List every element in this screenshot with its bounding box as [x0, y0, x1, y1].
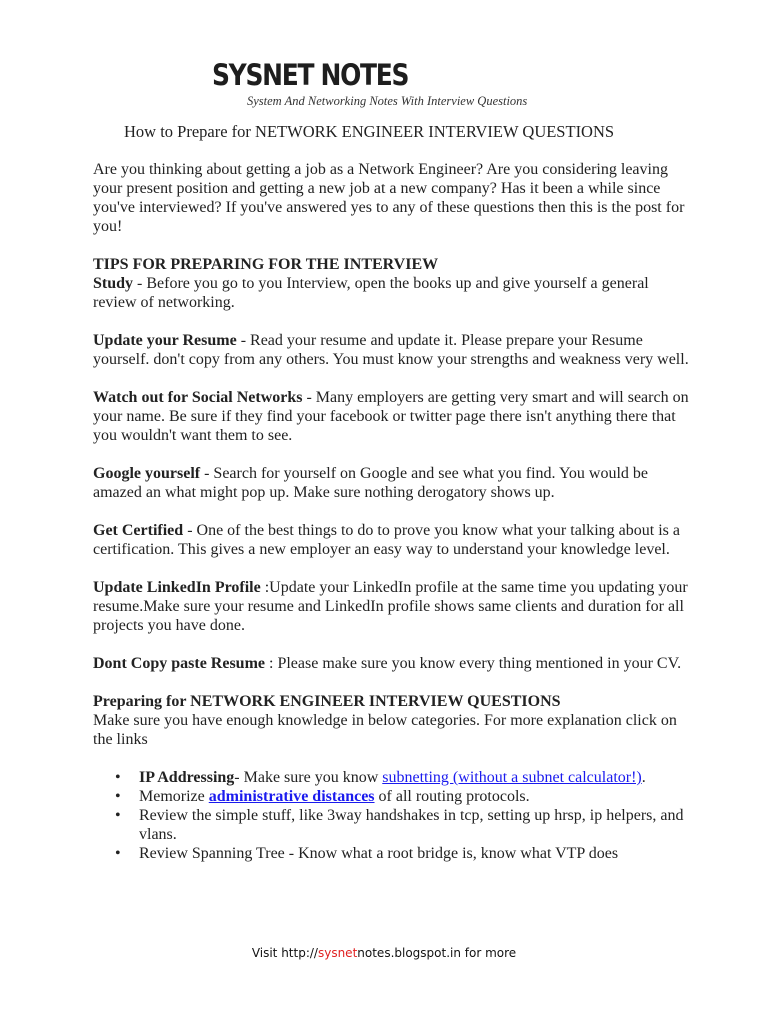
- administrative-distances-link[interactable]: administrative distances: [208, 788, 375, 805]
- tip-get-certified: Get Certified - One of the best things to do to prove you know what your talking about is a certification. This gives a new employer an easy way to understand your knowledge level.: [93, 522, 680, 558]
- tip-social-networks: Watch out for Social Networks - Many employers are getting very smart and will search on your name. Be sure if they find your facebook or twitter page there isn't anything there that you wouldn't want them to see.: [93, 389, 689, 444]
- subnetting-link[interactable]: subnetting (without a subnet calculator!): [382, 769, 642, 786]
- tip-update-resume: Update your Resume - Read your resume and update it. Please prepare your Resume yourself. don't copy from any others. You must know your strengths and weakness very well.: [93, 332, 689, 368]
- preparing-intro: Make sure you have enough knowledge in below categories. For more explanation click on the links: [93, 712, 677, 748]
- brand-tagline: System And Networking Notes With Interview Questions: [247, 94, 528, 108]
- topics-list: [93, 768, 693, 863]
- list-item-spanning-tree: • Review Spanning Tree - Know what a root bridge is, know what VTP does: [93, 844, 693, 863]
- footer-accent: sysnet: [317, 946, 358, 960]
- preparing-heading: Preparing for NETWORK ENGINEER INTERVIEW QUESTIONS: [93, 693, 561, 710]
- tip-dont-copy-resume: Dont Copy paste Resume : Please make sure you know every thing mentioned in your CV.: [93, 655, 682, 672]
- tip-study: Study - Before you go to you Interview, open the books up and give yourself a general review of networking.: [93, 275, 649, 311]
- intro-paragraph: Are you thinking about getting a job as a Network Engineer? Are you considering leaving your present position and getting a new job at a new company? Has it been a while since you've interviewed? If you've answered yes to any of these questions then this is the post for you!: [93, 161, 685, 235]
- footer-note: Visit http://sysnetnotes.blogspot.in for more: [251, 946, 517, 960]
- tip-linkedin-profile: Update LinkedIn Profile :Update your LinkedIn profile at the same time you updating your resume.Make sure your resume and LinkedIn profile shows same clients and duration for all projects you have done.: [93, 579, 688, 634]
- document-title: How to Prepare for NETWORK ENGINEER INTERVIEW QUESTIONS: [124, 122, 615, 141]
- tip-google-yourself: Google yourself - Search for yourself on Google and see what you find. You would be amazed an what might pop up. Make sure nothing derogatory shows up.: [93, 465, 649, 501]
- document-body: [93, 160, 693, 863]
- list-item-ip-addressing: • IP Addressing- Make sure you know subnetting (without a subnet calculator!).: [93, 768, 693, 787]
- brand-logo: SYSNET NOTES: [212, 58, 409, 92]
- list-item-simple-stuff: • Review the simple stuff, like 3way handshakes in tcp, setting up hrsp, ip helpers, and vlans.: [93, 806, 693, 844]
- list-item-admin-distances: • Memorize administrative distances of all routing protocols.: [93, 787, 693, 806]
- tips-heading: TIPS FOR PREPARING FOR THE INTERVIEW: [93, 256, 439, 273]
